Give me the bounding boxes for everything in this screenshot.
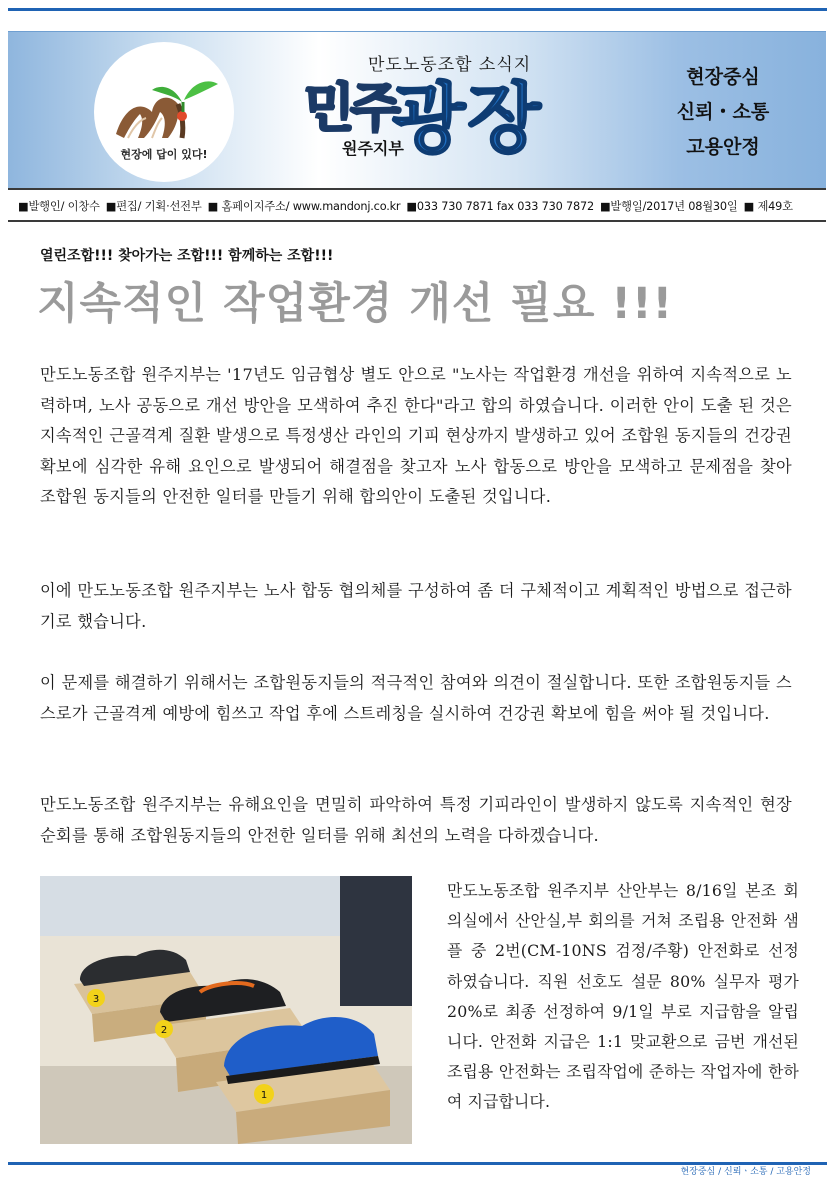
publisher-info: ■발행인/ 이창수 <box>18 200 100 213</box>
publication-info-bar <box>8 188 826 222</box>
title-part-1: 민주 <box>304 79 397 139</box>
top-rule <box>8 8 827 11</box>
union-logo <box>94 42 234 182</box>
slogan-list <box>663 60 783 165</box>
issue-number: ■ 제49호 <box>743 200 793 213</box>
masthead <box>8 31 826 189</box>
safety-shoes-photo <box>40 876 412 1144</box>
branch-name: 원주지부 <box>342 139 404 158</box>
slogan-item: 고용안정 <box>686 136 760 158</box>
title-part-2: 광장 <box>392 74 543 163</box>
article-headline: 지속적인 작업환경 개선 필요 !!! <box>37 279 674 329</box>
article-paragraph: 만도노동조합 원주지부는 '17년도 임금협상 별도 안으로 "노사는 작업환경 개선을 위하여 지속적으로 노력하며, 노사 공동으로 개선 방안을 모색하여 추진 한다"라고 합의 하였습니다. 이러한 안이 도출 된 것은 지속적인 근골격계 질환 발생으로 특정생산 라인의 기피 현상까지 발생하고 있어 조합원 동지들의 건강권 확보에 심각한 유해 요인으로 발생되어 해결점을 찾고자 노사 합동으로 방안을 모색하고 문제점을 찾아 조합원 동지들의 안전한 일터를 만들기 위해 합의안이 도출된 것입니다. <box>40 365 792 506</box>
slogan-item: 현장중심 <box>686 66 760 88</box>
shoe-number-label: 1 <box>260 1090 268 1101</box>
article-paragraph: 만도노동조합 원주지부는 유해요인을 면밀히 파악하여 특정 기피라인이 발생하지 않도록 지속적인 현장순회를 통해 조합원동지들의 안전한 일터를 위해 최선의 노력을 다하겠습니다. <box>40 795 792 845</box>
article-paragraph: 이에 만도노동조합 원주지부는 노사 합동 협의체를 구성하여 좀 더 구체적이고 계획적인 방법으로 접근하기로 했습니다. <box>40 581 792 631</box>
footer-slogan: 현장중심 / 신뢰ㆍ소통 / 고용안정 <box>680 1167 811 1177</box>
editor-info: ■편집/ 기획·선전부 <box>105 200 202 213</box>
shoe-number-label: 2 <box>160 1025 168 1036</box>
logo-caption: 현장에 답이 있다! <box>120 148 208 161</box>
safety-shoe-notice: 만도노동조합 원주지부 산안부는 8/16일 본조 회의실에서 산안실,부 회의를 거쳐 조립용 안전화 샘플 중 2번(CM-10NS 검정/주황) 안전화로 선정 하였습니다. 직원 선호도 설문 80% 실무자 평가 20%로 최종 선정하여 9/1일 부로 지급함을 알립니다. 안전화 지급은 1:1 맞교환으로 금번 개선된 조립용 안전화는 조립작업에 준하는 작업자에 한하여 지급합니다. <box>447 881 799 1112</box>
publish-date: ■발행일/2017년 08월30일 <box>599 200 738 213</box>
shoe-number-label: 3 <box>92 994 100 1005</box>
homepage-link[interactable]: ■ 홈페이지주소/ www.mandonj.co.kr <box>207 200 401 213</box>
slogan-item: 신뢰・소통 <box>676 101 770 123</box>
phone-info: ■033 730 7871 fax 033 730 7872 <box>406 200 594 213</box>
article-paragraph: 이 문제를 해결하기 위해서는 조합원동지들의 적극적인 참여와 의견이 절실합니다. 또한 조합원동지들 스스로가 근골격계 예방에 힘쓰고 작업 후에 스트레칭을 실시하여 건강권 확보에 힘을 써야 될 것입니다. <box>40 673 792 723</box>
article-kicker: 열린조합!!! 찾아가는 조합!!! 함께하는 조합!!! <box>40 248 334 264</box>
newsletter-subtitle: 만도노동조합 소식지 <box>368 55 532 75</box>
shoes-illustration <box>40 876 412 1144</box>
